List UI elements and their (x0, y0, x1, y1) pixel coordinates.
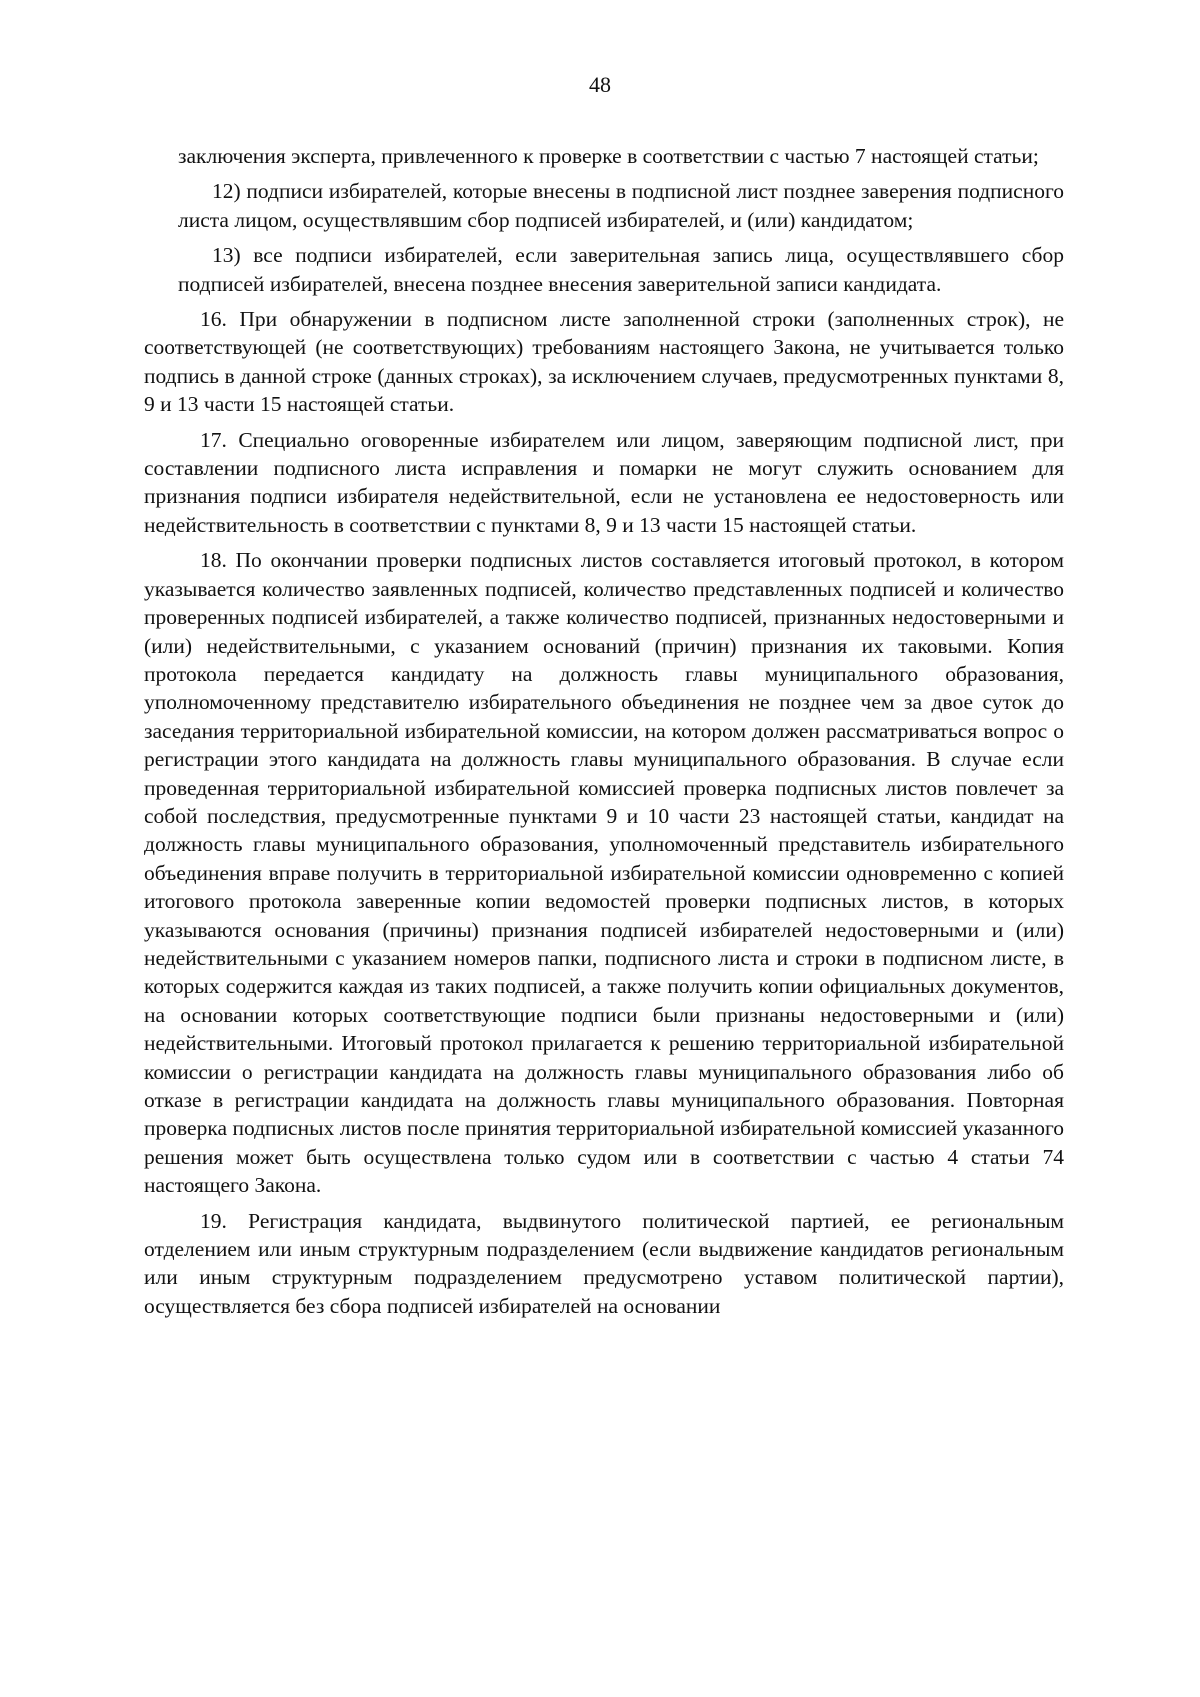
paragraph-18: 18. По окончании проверки подписных листов составляется итоговый протокол, в котором указывается количество заявленных подписей, количество представленных подписей и количество проверенных подписей избирателей, а также количество подписей, признанных недостоверными и (или) недействительными, с указанием оснований (причин) признания их таковыми. Копия протокола передается кандидату на должность главы муниципального образования, уполномоченному представителю избирательного объединения не позднее чем за двое суток до заседания территориальной избирательной комиссии, на котором должен рассматриваться вопрос о регистрации этого кандидата на должность главы муниципального образования. В случае если проведенная территориальной избирательной комиссией проверка подписных листов повлечет за собой последствия, предусмотренные пунктами 9 и 10 части 23 настоящей статьи, кандидат на должность главы муниципального образования, уполномоченный представитель избирательного объединения вправе получить в территориальной избирательной комиссии одновременно с копией итогового протокола заверенные копии ведомостей проверки подписных листов, в которых указываются основания (причины) признания подписей избирателей недостоверными и (или) недействительными с указанием номеров папки, подписного листа и строки в подписном листе, в которых содержится каждая из таких подписей, а также получить копии официальных документов, на основании которых соответствующие подписи были признаны недостоверными и (или) недействительными. Итоговый протокол прилагается к решению территориальной избирательной комиссии о регистрации кандидата на должность главы муниципального образования либо об отказе в регистрации кандидата на должность главы муниципального образования. Повторная проверка подписных листов после принятия территориальной избирательной комиссией указанного решения может быть осуществлена только судом или в соответствии с частью 4 статьи 74 настоящего Закона. (144, 548, 1064, 1198)
paragraph-17: 17. Специально оговоренные избирателем или лицом, заверяющим подписной лист, при составлении подписного листа исправления и помарки не могут служить основанием для признания подписи избирателя недействительной, если не установлена ее недостоверность или недействительность в соответствии с пунктами 8, 9 и 13 части 15 настоящей статьи. (144, 427, 1064, 537)
paragraph-continuation: заключения эксперта, привлеченного к проверке в соответствии с частью 7 настоящей статьи; (178, 144, 1039, 168)
page-number: 48 (589, 72, 611, 97)
list-item-12: 12) подписи избирателей, которые внесены в подписной лист позднее заверения подписного листа лицом, осуществлявшим сбор подписей избирателей, и (или) кандидатом; (178, 179, 1064, 232)
paragraph-19: 19. Регистрация кандидата, выдвинутого политической партией, ее региональным отделением или иным структурным подразделением (если выдвижение кандидатов региональным или иным структурным подразделением предусмотрено уставом политической партии), осуществляется без сбора подписей избирателей на основании (144, 1208, 1064, 1318)
list-item-13: 13) все подписи избирателей, если заверительная запись лица, осуществлявшего сбор подписей избирателей, внесена позднее внесения заверительной записи кандидата. (178, 243, 1064, 296)
paragraph-16: 16. При обнаружении в подписном листе заполненной строки (заполненных строк), не соответствующей (не соответствующих) требованиям настоящего Закона, не учитывается только подпись в данной строке (данных строках), за исключением случаев, предусмотренных пунктами 8, 9 и 13 части 15 настоящей статьи. (144, 307, 1064, 417)
document-body (144, 142, 1064, 1327)
